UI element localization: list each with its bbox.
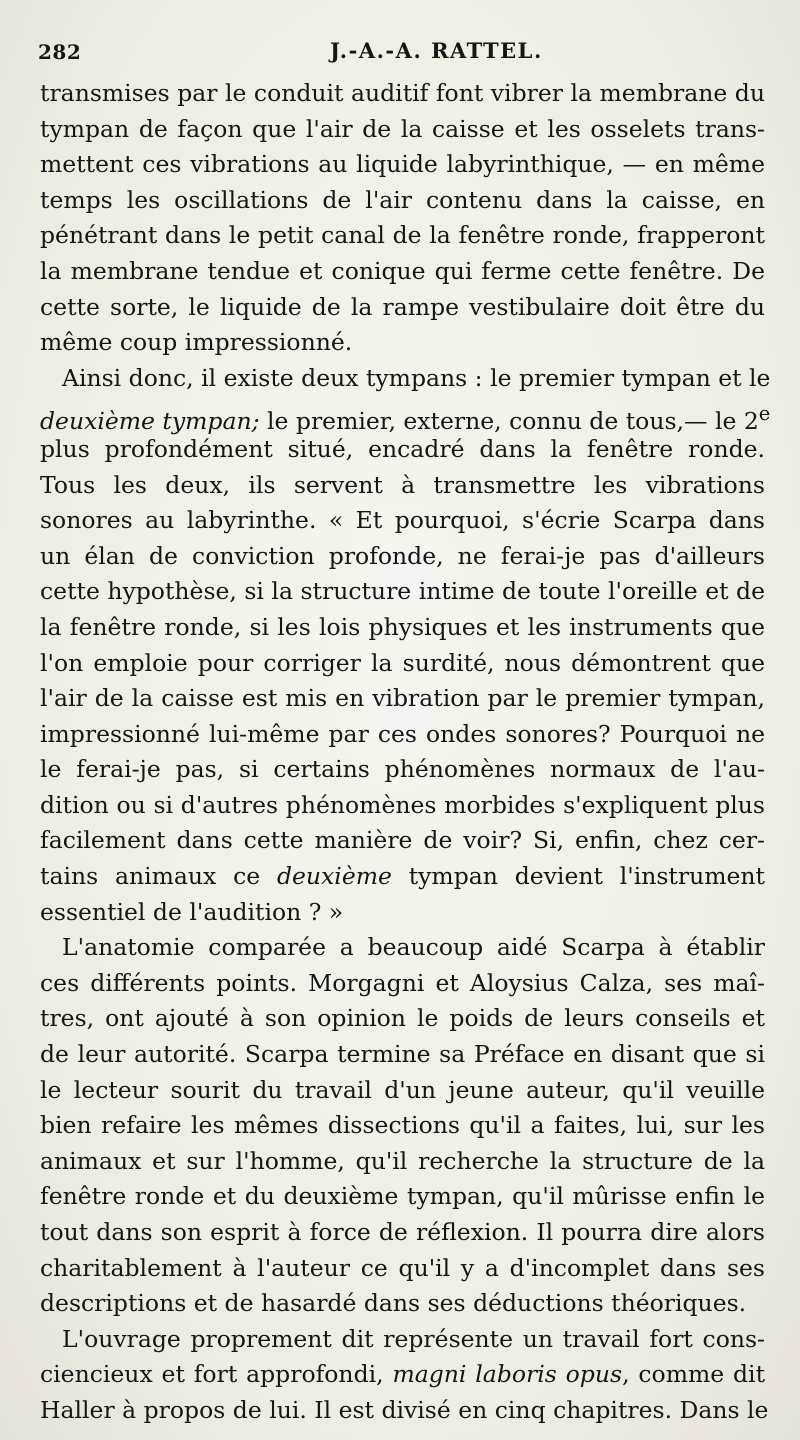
text-line: dition ou si d'autres phénomènes morbides s'expliquent plus [40, 790, 765, 819]
text-line: le lecteur sourit du travail d'un jeune auteur, qu'il veuille [40, 1075, 765, 1104]
text-line [40, 1357, 765, 1393]
text-line: Haller à propos de lui. Il est divisé en cinq chapitres. Dans le [40, 1395, 769, 1424]
text-line: un élan de conviction profonde, ne ferai-je pas d'ailleurs [40, 541, 765, 570]
text-line: charitablement à l'auteur ce qu'il y a d'incomplet dans ses [40, 1253, 765, 1282]
text-line: l'on emploie pour corriger la surdité, nous démontrent que [40, 648, 765, 677]
text-line: le ferai-je pas, si certains phénomènes normaux de l'au- [40, 755, 765, 784]
running-head: J.-A.-A. RATTEL. [330, 38, 543, 63]
text-line: tres, ont ajouté à son opinion le poids de leurs conseils et [40, 1004, 765, 1033]
text-line: descriptions et de hasardé dans ses déductions théoriques. [40, 1289, 747, 1318]
text-line: la membrane tendue et conique qui ferme cette fenêtre. De [40, 256, 765, 285]
text-line: pénétrant dans le petit canal de la fenêtre ronde, frapperont [40, 221, 765, 250]
text-line: cette hypothèse, si la structure intime de toute l'oreille et de [40, 577, 765, 606]
text-line: L'ouvrage proprement dit représente un travail fort cons- [62, 1324, 765, 1353]
text-segment: tympan devient l'instrument [391, 862, 765, 891]
text-line [40, 396, 771, 436]
text-segment: , comme dit [622, 1360, 766, 1389]
text-line: facilement dans cette manière de voir? Si, enfin, chez cer- [40, 826, 765, 855]
text-line: cette sorte, le liquide de la rampe vestibulaire doit être du [40, 292, 765, 321]
text-line: même coup impressionné. [40, 328, 353, 357]
text-segment: le premier, externe, connu de tous,— le 2 [259, 407, 759, 436]
text-line: animaux et sur l'homme, qu'il recherche la structure de la [40, 1146, 765, 1175]
text-line: essentiel de l'audition ? » [40, 897, 344, 926]
text-line: fenêtre ronde et du deuxième tympan, qu'il mûrisse enfin le [40, 1182, 765, 1211]
text-line: L'anatomie comparée a beaucoup aidé Scarpa à établir [62, 933, 765, 962]
text-line: Ainsi donc, il existe deux tympans : le premier tympan et le [62, 363, 771, 392]
italic-phrase: magni laboris opus [392, 1360, 623, 1389]
italic-phrase: deuxième tympan; [40, 407, 260, 436]
text-line: tout dans son esprit à force de réflexion. Il pourra dire alors [40, 1218, 765, 1246]
text-line [40, 859, 765, 895]
superscript: e [758, 402, 771, 426]
text-segment: tains animaux ce [40, 862, 277, 891]
body-text [40, 76, 771, 1429]
text-line: impressionné lui-même par ces ondes sonores? Pourquoi ne [40, 719, 765, 748]
text-line: transmises par le conduit auditif font vibrer la membrane du [40, 79, 765, 107]
text-line: de leur autorité. Scarpa termine sa Préface en disant que si [40, 1040, 765, 1069]
text-line: Tous les deux, ils servent à transmettre les vibrations [40, 470, 765, 499]
text-line: mettent ces vibrations au liquide labyrinthique, — en même [40, 150, 765, 179]
page-number: 282 [38, 40, 82, 64]
text-line: ces différents points. Morgagni et Aloysius Calza, ses maî- [40, 968, 765, 997]
text-line: la fenêtre ronde, si les lois physiques et les instruments que [40, 612, 765, 641]
italic-phrase: deuxième [276, 862, 392, 891]
text-line: plus profondément situé, encadré dans la fenêtre ronde. [40, 434, 765, 463]
page-header [38, 40, 768, 76]
text-line: sonores au labyrinthe. « Et pourquoi, s'écrie Scarpa dans [40, 506, 765, 535]
text-line: temps les oscillations de l'air contenu dans la caisse, en [40, 185, 765, 214]
text-line: l'air de la caisse est mis en vibration par le premier tympan, [40, 684, 765, 713]
text-line: tympan de façon que l'air de la caisse et les osselets trans- [40, 114, 765, 143]
text-segment: ciencieux et fort approfondi, [40, 1360, 393, 1389]
text-line: bien refaire les mêmes dissections qu'il a faites, lui, sur les [40, 1111, 765, 1140]
